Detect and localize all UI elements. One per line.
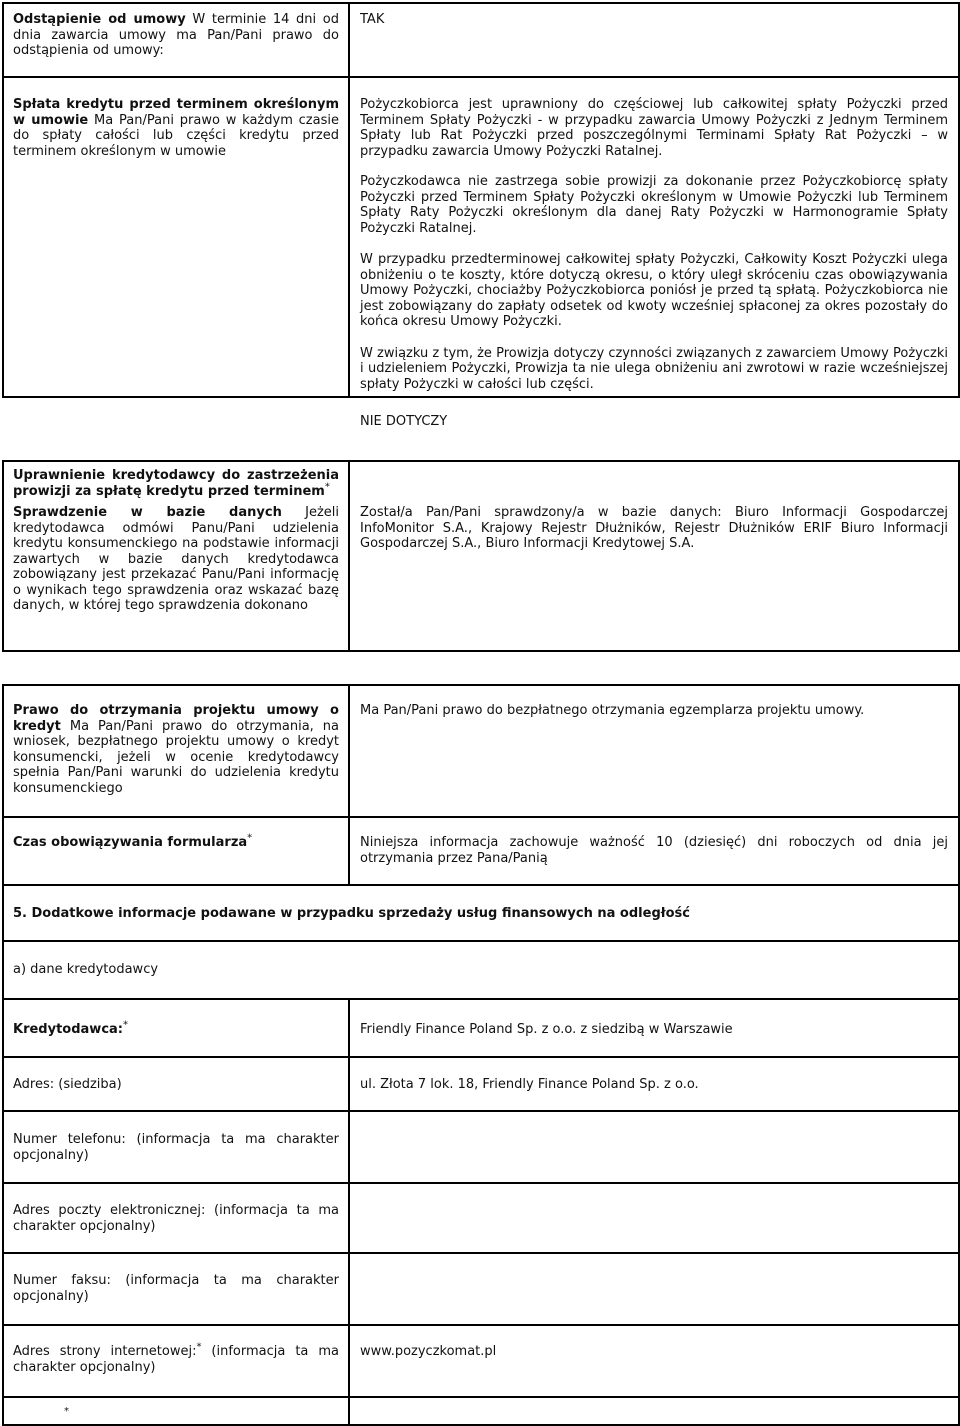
- fax-value-cell: [348, 1252, 960, 1326]
- withdrawal-value: TAK: [360, 12, 385, 27]
- withdrawal-value-cell: [348, 2, 960, 78]
- lender-data-label: a) dane kredytodawcy: [13, 962, 159, 977]
- database-check-value: Został/a Pan/Pani sprawdzony/a w bazie danych: Biuro Informacji Gospodarczej InfoMonitor S.A., Krajowy Rejestr Dłużników, Rejestr Dłużników ERIF Biuro Informacji Gospodarczej S.A., Biuro Informacji Kredytowej S.A.: [360, 505, 948, 551]
- database-check-label: [13, 505, 339, 614]
- form-validity-label: [13, 832, 253, 851]
- database-check-value-cell: [348, 460, 960, 652]
- next-value-cell: [348, 1396, 960, 1426]
- section5-heading-text: 5. Dodatkowe informacje podawane w przypadku sprzedaży usług finansowych na odległość: [13, 906, 690, 921]
- early-repayment-paragraph: Pożyczkobiorca jest uprawniony do częściowej lub całkowitej spłaty Pożyczki przed Terminem Spłaty Pożyczki - w przypadku zawarcia Umowy Pożyczki z Jednym Terminem Spłaty lub Rat Pożyczki przed poszczególnymi Terminami Spłaty Rat Pożyczki – w przypadku zawarcia Umowy Pożyczki Ratalnej.: [360, 97, 948, 159]
- commission-right-value: NIE DOTYCZY: [360, 414, 448, 429]
- early-repayment-paragraph: W przypadku przedterminowej całkowitej spłaty Pożyczki, Całkowity Koszt Pożyczki ulega obniżeniu o te koszty, które dotyczą okresu, o który uległ skróceniu czas obowiązywania Umowy Pożyczki, chociażby Pożyczkobiorca poniósł je przed tą spłatą. Pożyczkobiorca nie jest zobowiązany do zapłaty odsetek od kwoty wcześniej spłaconej za okres pozostały do końca okresu Umowy Pożyczki.: [360, 252, 948, 329]
- address-value: ul. Złota 7 lok. 18, Friendly Finance Poland Sp. z o.o.: [360, 1077, 699, 1092]
- early-repayment-label: [13, 97, 339, 159]
- form-validity-label-cell: [2, 816, 350, 886]
- phone-value-cell: [348, 1110, 960, 1184]
- database-check-label-rest: Jeżeli kredytodawca odmówi Panu/Pani udzielenia kredytu konsumenckiego na podstawie informacji zawartych w bazie danych kredytodawca zobowiązany jest przekazać Panu/Pani informację o wynikach tego sprawdzenia oraz wskazać bazę danych, w której tego sprawdzenia dokonano: [13, 505, 339, 613]
- lender-marker: *: [123, 1019, 128, 1031]
- draft-agreement-label-bold: Prawo do otrzymania projektu umowy o kredyt: [13, 703, 339, 734]
- withdrawal-label-bold: Odstąpienie od umowy: [13, 12, 186, 27]
- fax-label: Numer faksu: (informacja ta ma charakter opcjonalny): [13, 1273, 339, 1304]
- email-value-cell: [348, 1182, 960, 1254]
- early-repayment-text: [360, 97, 948, 392]
- commission-right-label-bold: Uprawnienie kredytodawcy do zastrzeżenia prowizji za spłatę kredytu przed terminem: [13, 468, 339, 499]
- early-repayment-label-rest: Ma Pan/Pani prawo w każdym czasie do spłaty całości lub części kredytu przed terminem określonym w umowie: [13, 112, 339, 159]
- phone-label: Numer telefonu: (informacja ta ma charakter opcjonalny): [13, 1132, 339, 1163]
- commission-right-marker: *: [324, 481, 330, 493]
- next-marker: *: [64, 1406, 69, 1417]
- website-marker: *: [196, 1341, 202, 1353]
- form-validity-marker: *: [247, 832, 253, 844]
- section5-heading: [13, 906, 690, 922]
- website-label: [13, 1341, 339, 1375]
- website-label-b: (informacja ta ma charakter opcjonalny): [13, 1344, 339, 1375]
- website-value: www.pozyczkomat.pl: [360, 1344, 497, 1359]
- website-value-cell: [348, 1324, 960, 1398]
- website-label-a: Adres strony internetowej:: [13, 1344, 197, 1359]
- draft-agreement-label-rest: Ma Pan/Pani prawo do otrzymania, na wniosek, bezpłatnego projektu umowy o kredyt konsumencki, jeżeli w ocenie kredytodawcy spełnia Pan/Pani warunki do udzielenia kredytu konsumenckiego: [13, 718, 339, 796]
- withdrawal-label: [13, 12, 339, 59]
- draft-agreement-value: Ma Pan/Pani prawo do bezpłatnego otrzymania egzemplarza projektu umowy.: [360, 703, 865, 718]
- early-repayment-paragraph: W związku z tym, że Prowizja dotyczy czynności związanych z zawarciem Umowy Pożyczki i udzieleniem Pożyczki, Prowizja ta nie ulega obniżeniu ani zwrotowi w razie wcześniejszej spłaty Pożyczki w całości lub części.: [360, 345, 948, 392]
- withdrawal-label-rest: W terminie 14 dni od dnia zawarcia umowy ma Pan/Pani prawo do odstąpienia od umowy:: [13, 12, 340, 58]
- lender-label-bold: Kredytodawca:: [13, 1022, 123, 1037]
- early-repayment-paragraph: Pożyczkodawca nie zastrzega sobie prowizji za dokonanie przez Pożyczkobiorcę spłaty Pożyczki przed Terminem Spłaty Pożyczki określonym w Umowie Pożyczki lub Terminem Spłaty Raty Pożyczki określonym dla danej Raty Pożyczki w Harmonogramie Spłaty Pożyczki Ratalnej.: [360, 174, 948, 236]
- draft-agreement-label: [13, 703, 339, 796]
- address-label: Adres: (siedziba): [13, 1077, 122, 1092]
- lender-label: [13, 1019, 128, 1038]
- lender-value: Friendly Finance Poland Sp. z o.o. z siedzibą w Warszawie: [360, 1022, 733, 1037]
- early-repayment-label-bold: Spłata kredytu przed terminem określonym w umowie: [13, 97, 339, 128]
- email-label: Adres poczty elektronicznej: (informacja ta ma charakter opcjonalny): [13, 1203, 339, 1234]
- form-validity-value: Niniejsza informacja zachowuje ważność 10 (dziesięć) dni roboczych od dnia jej otrzymania przez Pana/Panią: [360, 835, 948, 866]
- database-check-label-bold: Sprawdzenie w bazie danych: [13, 505, 282, 520]
- commission-right-label: [13, 468, 339, 499]
- next-label-cell: [2, 1396, 350, 1426]
- form-validity-label-bold: Czas obowiązywania formularza: [13, 835, 248, 850]
